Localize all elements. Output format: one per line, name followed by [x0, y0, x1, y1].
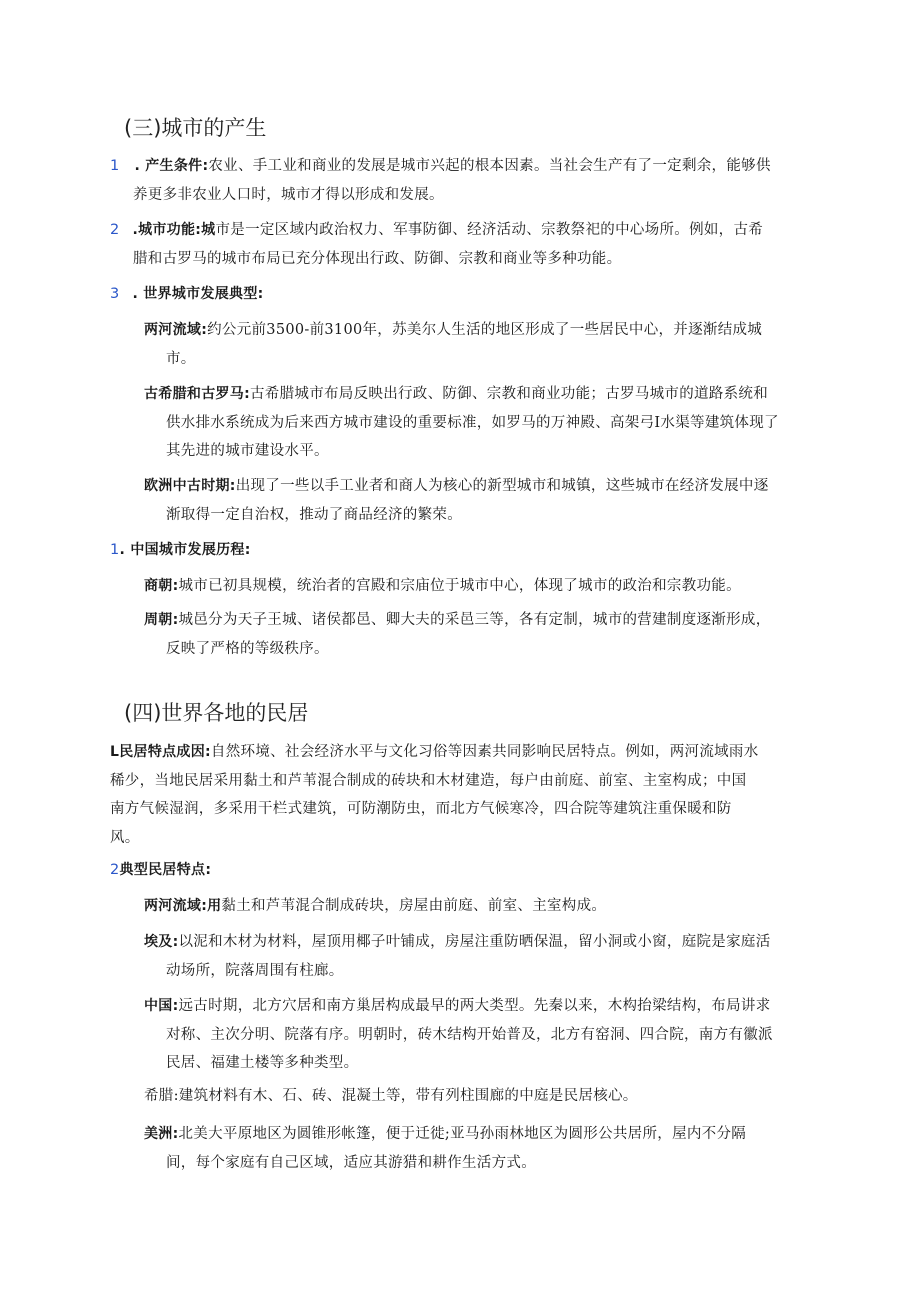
item-label: L民居特点成因:	[110, 744, 211, 760]
subitem-label: 两河流域:用	[144, 898, 222, 914]
item-number: 1	[110, 158, 120, 174]
item-number: 1	[110, 542, 120, 558]
subitem-label: 希腊:	[144, 1088, 179, 1104]
subitem-label: 中国:	[144, 998, 179, 1014]
subitem-label: 两河流域:	[144, 322, 208, 338]
section-heading-city-origin: (三)城市的产生	[124, 116, 267, 140]
subitem-greece-rome: 古希腊和古罗马:古希腊城市布局反映出行政、防御、宗教和商业功能；古罗马城市的道路系统和 供水排水系统成为后来西方城市建设的重要标准，如罗马的万神殿、高架弓I水渠等建筑体现了 其先进的城市建设水平。	[144, 386, 779, 459]
item-city-functions: 2 .城市功能:城市是一定区域内政治权力、军事防御、经济活动、宗教祭祀的中心场所。例如，古希 腊和古罗马的城市布局已充分体现出行政、防御、宗教和商业等多种功能。	[110, 222, 764, 267]
subitem-dwelling-americas: 美洲:北美大平原地区为圆锥形帐篷，便于迁徙;亚马孙雨林地区为圆形公共居所，屋内不分隔 间，每个家庭有自己区域，适应其游猎和耕作生活方式。	[144, 1126, 747, 1171]
item-number: 2	[110, 222, 120, 238]
subitem-label: 周朝:	[144, 612, 179, 628]
subitem-mesopotamia: 两河流域:约公元前3500-前3100年，苏美尔人生活的地区形成了一些居民中心，并逐渐结成城 市。	[144, 322, 763, 367]
subitem-label: 古希腊和古罗马:	[144, 386, 250, 402]
section-heading-dwellings: (四)世界各地的民居	[124, 701, 309, 725]
subitem-zhou: 周朝:城邑分为天子王城、诸侯都邑、卿大夫的采邑三等，各有定制，城市的营建制度逐渐形成， 反映了严格的等级秩序。	[144, 612, 771, 657]
subitem-dwelling-mesopotamia: 两河流域:用黏土和芦苇混合制成砖块，房屋由前庭、前室、主室构成。	[144, 898, 607, 914]
item-label: 典型民居特点:	[119, 862, 212, 878]
subitem-dwelling-china: 中国:远古时期，北方穴居和南方巢居构成最早的两大类型。先秦以来，木构抬梁结构，布局讲求 对称、主次分明、院落有序。明朝时，砖木结构开始普及，北方有窑洞、四合院，南方有徽派 民居、福建土楼等多种类型。	[144, 998, 773, 1071]
item-number: 2	[110, 862, 120, 878]
item-world-city-types	[110, 280, 810, 309]
subitem-label: 商朝:	[144, 578, 179, 594]
subitem-dwelling-egypt: 埃及:以泥和木材为材料，屋顶用椰子叶铺成，房屋注重防晒保温，留小洞或小窗，庭院是家庭活 动场所，院落周围有柱廊。	[144, 934, 771, 979]
subitem-label: 美洲:	[144, 1126, 179, 1142]
item-china-city-history	[110, 536, 810, 565]
item-production-conditions: 1 . 产生条件:农业、手工业和商业的发展是城市兴起的根本因素。当社会生产有了一定剩余，能够供 养更多非农业人口时，城市才得以形成和发展。	[110, 158, 771, 203]
subitem-medieval-europe: 欧洲中古时期:出现了一些以手工业者和商人为核心的新型城市和城镇，这些城市在经济发展中逐 渐取得一定自治权，推动了商品经济的繁荣。	[144, 478, 769, 523]
subitem-shang: 商朝:城市已初具规模，统治者的宫殿和宗庙位于城市中心，体现了城市的政治和宗教功能。	[144, 578, 741, 594]
item-dwelling-causes: L民居特点成因:自然环境、社会经济水平与文化习俗等因素共同影响民居特点。例如，两河流域雨水 稀少，当地民居采用黏土和芦苇混合制成的砖块和木材建造，每户由前庭、前室、主室构成；中国 南方气候湿润，多采用干栏式建筑，可防潮防虫，而北方气候寒冷，四合院等建筑注重保暖和防 风。	[110, 744, 759, 846]
item-label: . 产生条件:	[134, 158, 209, 174]
subitem-dwelling-greece: 希腊:建筑材料有木、石、砖、混凝土等，带有列柱围廊的中庭是民居核心。	[144, 1088, 638, 1104]
subitem-label: 欧洲中古时期:	[144, 478, 236, 494]
subitem-label: 埃及:	[144, 934, 179, 950]
item-label: . 世界城市发展典型:	[132, 286, 264, 302]
item-label: .城市功能:城	[132, 222, 216, 238]
item-label: . 中国城市发展历程:	[119, 542, 251, 558]
item-number: 3	[110, 286, 120, 302]
item-typical-dwellings	[110, 856, 810, 885]
